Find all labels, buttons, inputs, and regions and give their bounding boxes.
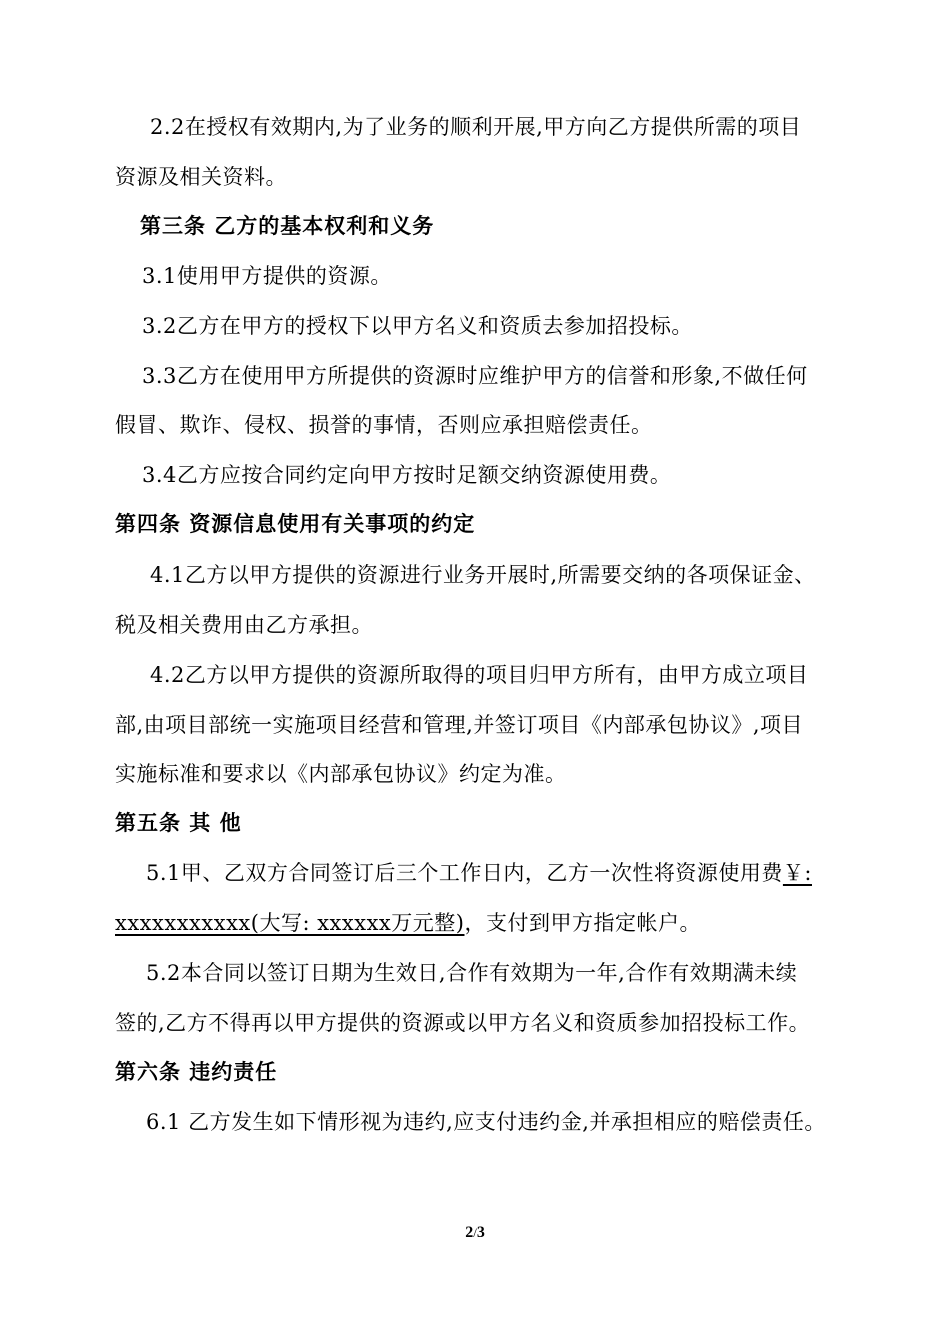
para-3-3-line-2: 假冒、欺诈、侵权、损誉的事情，否则应承担赔偿责任。 [115, 413, 653, 437]
para-4-2-line-3: 实施标准和要求以《内部承包协议》约定为准。 [115, 762, 567, 786]
para-2-2-line-2: 资源及相关资料。 [115, 165, 287, 189]
para-3-4: 3.4乙方应按合同约定向甲方按时足额交纳资源使用费。 [142, 463, 672, 487]
article-6-heading: 第六条 违约责任 [115, 1059, 278, 1084]
para-3-1: 3.1使用甲方提供的资源。 [142, 264, 392, 288]
para-6-1: 6.1 乙方发生如下情形视为违约,应支付违约金,并承担相应的赔偿责任。 [146, 1110, 826, 1134]
total-pages: 3 [476, 1224, 485, 1241]
article-3-heading: 第三条 乙方的基本权利和义务 [140, 213, 435, 238]
fee-amount-prefix: ￥: [782, 861, 812, 885]
para-5-1-line-2 [115, 908, 701, 938]
article-5-heading: 第五条 其 他 [115, 810, 242, 835]
current-page: 2 [465, 1224, 474, 1241]
page-separator: / [473, 1225, 477, 1240]
para-3-3-line-1: 3.3乙方在使用甲方所提供的资源时应维护甲方的信誉和形象,不做任何 [142, 364, 808, 388]
para-4-2-line-2: 部,由项目部统一实施项目经营和管理,并签订项目《内部承包协议》,项目 [115, 713, 804, 737]
article-4-heading: 第四条 资源信息使用有关事项的约定 [115, 511, 476, 536]
page-number [0, 1224, 950, 1242]
para-4-1-line-2: 税及相关费用由乙方承担。 [115, 613, 373, 637]
para-4-1-line-1: 4.1乙方以甲方提供的资源进行业务开展时,所需要交纳的各项保证金、 [150, 563, 816, 587]
para-5-2-line-1: 5.2本合同以签订日期为生效日,合作有效期为一年,合作有效期满未续 [146, 961, 798, 985]
para-5-1-text-end: ，支付到甲方指定帐户。 [464, 911, 701, 935]
para-3-2: 3.2乙方在甲方的授权下以甲方名义和资质去参加招投标。 [142, 314, 693, 338]
para-5-1-line-1 [146, 858, 812, 888]
para-4-2-line-1: 4.2乙方以甲方提供的资源所取得的项目归甲方所有，由甲方成立项目 [150, 663, 809, 687]
para-2-2-line-1: 2.2在授权有效期内,为了业务的顺利开展,甲方向乙方提供所需的项目 [150, 115, 802, 139]
para-5-2-line-2: 签的,乙方不得再以甲方提供的资源或以甲方名义和资质参加招投标工作。 [115, 1011, 811, 1035]
para-5-1-text: 5.1甲、乙双方合同签订后三个工作日内，乙方一次性将资源使用费 [146, 861, 783, 885]
fee-amount-value: xxxxxxxxxxx(大写: xxxxxx万元整) [115, 911, 465, 935]
